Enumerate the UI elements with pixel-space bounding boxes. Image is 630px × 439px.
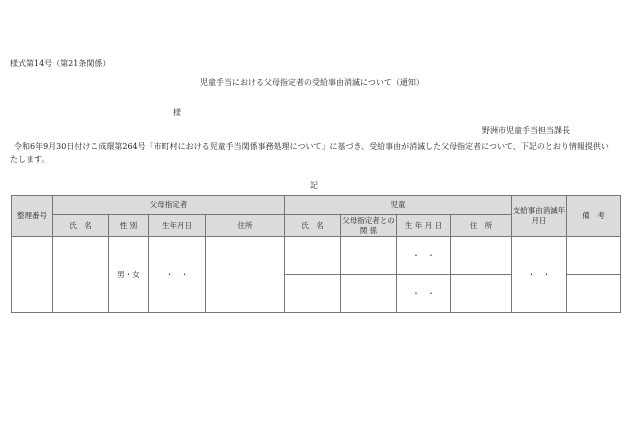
cell-child2-relation: [341, 275, 397, 313]
cell-remarks2: [567, 275, 621, 313]
cell-parent-sex: 男・女: [109, 237, 149, 313]
header-remarks: 備 考: [567, 196, 621, 237]
header-child-birthdate: 生 年 月 日: [397, 215, 451, 237]
issuer: 野洲市児童手当担当課長: [482, 126, 570, 135]
cell-child2-birthdate: ・ ・: [397, 275, 451, 313]
cell-child1-birthdate: ・ ・: [397, 237, 451, 275]
header-parent-sex: 性 別: [109, 215, 149, 237]
header-parent-address: 住所: [206, 215, 285, 237]
cell-parent-address: [206, 237, 285, 313]
addressee-suffix: 様: [173, 108, 181, 117]
cell-child2-address: [451, 275, 512, 313]
body-text-line1: 令和6年9月30日付けこ成環第264号「市町村における児童手当関係事務処理について」に基づき、受給事由が消滅した父母指定者について、下記のとおり情報提供い: [14, 142, 609, 151]
cell-remarks1: [567, 237, 621, 275]
cell-child2-name: [285, 275, 341, 313]
cell-number: [12, 237, 53, 313]
header-child-relation: 父母指定者との 関 係: [342, 215, 395, 235]
header-parent-birthdate: 生年月日: [149, 215, 206, 237]
header-end-date: 支給事由消滅年月日: [512, 196, 567, 237]
cell-parent-birthdate: ・ ・: [149, 237, 206, 313]
ki-heading: 記: [310, 181, 318, 190]
cell-child1-name: [285, 237, 341, 275]
header-child-address: 住 所: [451, 215, 512, 237]
cell-parent-name: [53, 237, 109, 313]
cell-end-date: ・ ・: [512, 237, 567, 313]
cell-child1-address: [451, 237, 512, 275]
form-number: 様式第14号（第21条関係）: [10, 59, 111, 68]
header-parent-name: 氏 名: [53, 215, 109, 237]
body-text-line2: たします。: [10, 155, 50, 164]
document-title: 児童手当における父母指定者の受給事由消滅について（通知）: [200, 78, 424, 87]
header-parent-group: 父母指定者: [53, 196, 285, 215]
header-child-group: 児童: [285, 196, 512, 215]
header-number: 整理番号: [12, 196, 53, 237]
cell-child1-relation: [341, 237, 397, 275]
header-child-name: 氏 名: [285, 215, 341, 237]
info-table: [11, 195, 621, 313]
